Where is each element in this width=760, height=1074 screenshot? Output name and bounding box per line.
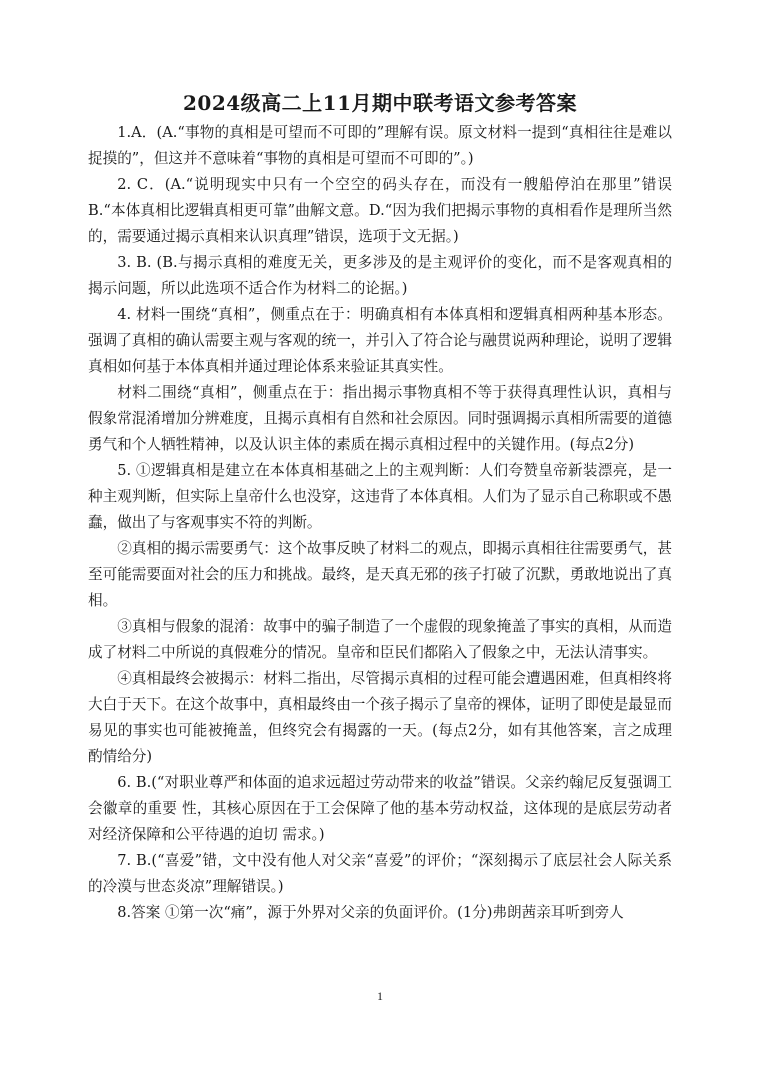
answer-paragraph-6: 6. B.(“对职业尊严和体面的追求远超过劳动带来的收益”错误。父亲约翰尼反复强调工会徽章的重要 性，其核心原因在于工会保障了他的基本劳动权益，这体现的是底层劳动者对经济保障和公平待遇的迫切 需求。) [88, 774, 672, 843]
answer-paragraph-4-material-2: 材料二围绕“真相”，侧重点在于：指出揭示事物真相不等于获得真理性认识，真相与假象常混淆增加分辨难度，且揭示真相有自然和社会原因。同时强调揭示真相所需要的道德勇气和个人牺牲精神，以及认识主体的素质在揭示真相过程中的关键作用。(每点2分) [88, 384, 672, 453]
answer-paragraph-5-point-1: 5. ①逻辑真相是建立在本体真相基础之上的主观判断：人们夸赞皇帝新装漂亮，是一种主观判断，但实际上皇帝什么也没穿，这违背了本体真相。人们为了显示自己称职或不愚蠢，做出了与客观事实不符的判断。 [88, 462, 672, 531]
answer-paragraph-3: 3. B. (B.与揭示真相的难度无关，更多涉及的是主观评价的变化，而不是客观真相的揭示问题，所以此选项不适合作为材料二的论据。) [88, 254, 672, 297]
answer-paragraph-4: 4. 材料一围绕“真相”，侧重点在于：明确真相有本体真相和逻辑真相两种基本形态。强调了真相的确认需要主观与客观的统一，并引入了符合论与融贯说两种理论，说明了逻辑真相如何基于本体真相并通过理论体系来验证其真实性。 [88, 306, 672, 375]
answer-paragraph-1: 1.A．(A.“事物的真相是可望而不可即的”理解有误。原文材料一提到“真相往往是难以捉摸的”，但这并不意味着“事物的真相是可望而不可即的”。) [88, 124, 672, 167]
answer-paragraph-8: 8.答案 ①第一次“痛”，源于外界对父亲的负面评价。(1分)弗朗茜亲耳听到旁人 [117, 904, 624, 921]
answer-paragraph-5-point-2: ②真相的揭示需要勇气：这个故事反映了材料二的观点，即揭示真相往往需要勇气，甚至可能需要面对社会的压力和挑战。最终，是天真无邪的孩子打破了沉默，勇敢地说出了真相。 [88, 540, 672, 609]
answer-paragraph-5-point-4: ④真相最终会被揭示：材料二指出，尽管揭示真相的过程可能会遭遇困难，但真相终将大白于天下。在这个故事中，真相最终由一个孩子揭示了皇帝的裸体，证明了即使是最显而易见的事实也可能被掩盖，但终究会有揭露的一天。(每点2分，如有其他答案，言之成理酌情给分) [88, 670, 672, 765]
document-title: 2024级高二上11月期中联考语文参考答案 [183, 91, 577, 115]
answer-paragraph-5-point-3: ③真相与假象的混淆：故事中的骗子制造了一个虚假的现象掩盖了事实的真相，从而造成了材料二中所说的真假难分的情况。皇帝和臣民们都陷入了假象之中，无法认清事实。 [88, 618, 672, 661]
answer-paragraph-2: 2. C．(A.“说明现实中只有一个空空的码头存在，而没有一艘船停泊在那里”错误 B.“本体真相比逻辑真相更可靠”曲解文意。D.“因为我们把揭示事物的真相看作是理所当然的，需要通过揭示真相来认识真理”错误，选项于文无据。) [88, 176, 672, 245]
answer-paragraph-7: 7. B.(“喜爱”错，文中没有他人对父亲“喜爱”的评价；“深刻揭示了底层社会人际关系的冷漠与世态炎凉”理解错误。) [88, 852, 672, 895]
page-number: 1 [377, 989, 383, 1003]
